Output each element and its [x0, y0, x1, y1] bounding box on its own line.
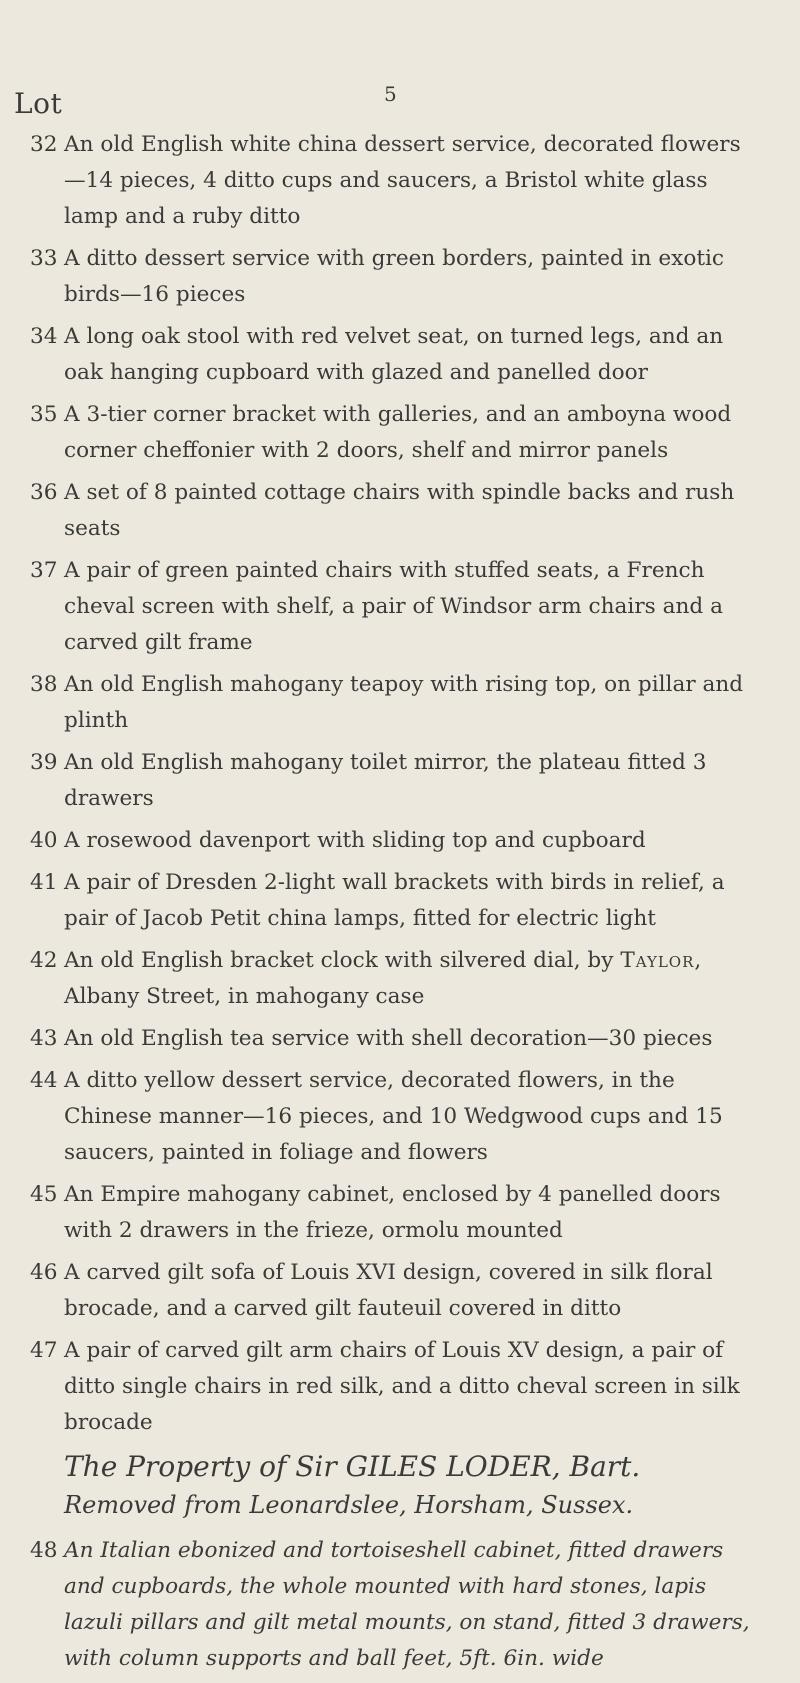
lot-number: 42 [30, 948, 58, 973]
lot-item [0, 1063, 800, 1171]
lot-item [0, 127, 800, 235]
lot-number: 44 [30, 1068, 58, 1093]
lot-number: 39 [30, 750, 58, 775]
lot-item [0, 865, 800, 937]
clock-maker: Taylor [620, 948, 695, 973]
lot-number: 41 [30, 870, 58, 895]
lot-description: An old English mahogany teapoy with rising top, on pillar and plinth [64, 672, 744, 733]
lot-description: An old English tea service with shell decoration—30 pieces [64, 1026, 713, 1051]
lot-item [0, 1255, 800, 1327]
lot-item [0, 475, 800, 547]
lot-item [0, 1533, 800, 1677]
lot-description: A ditto dessert service with green borders, painted in exotic birds—16 pieces [64, 246, 725, 307]
page-number: 5 [384, 82, 397, 106]
lot-list [0, 127, 800, 1683]
lot-description: A carved gilt sofa of Louis XVI design, covered in silk floral brocade, and a carved gilt fauteuil covered in ditto [64, 1260, 713, 1321]
lot-item [0, 943, 800, 1015]
lot-description: A pair of green painted chairs with stuffed seats, a French cheval screen with shelf, a pair of Windsor arm chairs and a carved gilt frame [64, 558, 723, 655]
lot-group [0, 127, 800, 937]
lot-number: 47 [30, 1338, 58, 1363]
lot-description: A rosewood davenport with sliding top and cupboard [64, 828, 646, 853]
lot-number: 32 [30, 132, 58, 157]
lot-item [0, 1177, 800, 1249]
lot-description: A pair of carved gilt arm chairs of Louis XV design, a pair of ditto single chairs in red silk, and a ditto cheval screen in silk brocade [64, 1338, 740, 1435]
lot-item [0, 241, 800, 313]
lot-item [0, 1021, 800, 1057]
lot-number: 46 [30, 1260, 58, 1285]
lot-text: An old English bracket clock with silvered dial, by [64, 948, 621, 973]
lot-group [0, 1021, 800, 1441]
lot-item [0, 667, 800, 739]
property-owner: The Property of Sir GILES LODER, Bart. [64, 1450, 641, 1483]
lot-column-header: Lot [14, 87, 63, 120]
lot-description: An old English mahogany toilet mirror, the plateau fitted 3 drawers [64, 750, 707, 811]
lot-description [64, 943, 764, 1015]
lot-item [0, 1333, 800, 1441]
lot-description: A 3-tier corner bracket with galleries, and an amboyna wood corner cheffonier with 2 doors, shelf and mirror panels [64, 402, 732, 463]
lot-number: 48 [30, 1538, 58, 1563]
lot-number: 40 [30, 828, 58, 853]
lot-description: A ditto yellow dessert service, decorated flowers, in the Chinese manner—16 pieces, and 10 Wedgwood cups and 15 saucers, painted in foliage and flowers [64, 1068, 723, 1165]
lot-item [0, 745, 800, 817]
lot-description: An Empire mahogany cabinet, enclosed by 4 panelled doors with 2 drawers in the frieze, ormolu mounted [64, 1182, 721, 1243]
lot-number: 38 [30, 672, 58, 697]
lot-number: 36 [30, 480, 58, 505]
lot-description: An Italian ebonized and tortoiseshell cabinet, fitted drawers and cupboards, the whole mounted with hard stones, lapis lazuli pillars and gilt metal mounts, on stand, fitted 3 drawers, with column supports and ball feet, 5ft. 6in. wide [64, 1538, 750, 1671]
lot-number: 33 [30, 246, 58, 271]
lot-item [0, 823, 800, 859]
lot-number: 37 [30, 558, 58, 583]
lot-number: 35 [30, 402, 58, 427]
lot-description: A long oak stool with red velvet seat, on turned legs, and an oak hanging cupboard with glazed and panelled door [64, 324, 724, 385]
lot-description: A pair of Dresden 2-light wall brackets with birds in relief, a pair of Jacob Petit china lamps, fitted for electric light [64, 870, 725, 931]
lot-description: A set of 8 painted cottage chairs with spindle backs and rush seats [64, 480, 735, 541]
lot-item [0, 397, 800, 469]
property-heading [64, 1447, 774, 1525]
lot-item [0, 553, 800, 661]
lot-number: 43 [30, 1026, 58, 1051]
lot-number: 45 [30, 1182, 58, 1207]
lot-description: An old English white china dessert service, decorated flowers —14 pieces, 4 ditto cups and saucers, a Bristol white glass lamp and a ruby ditto [64, 132, 741, 229]
lot-item [0, 319, 800, 391]
lot-number: 34 [30, 324, 58, 349]
lot-text: , Albany Street, in mahogany case [64, 948, 702, 1009]
property-source: Removed from Leonardslee, Horsham, Sussex. [64, 1491, 634, 1519]
